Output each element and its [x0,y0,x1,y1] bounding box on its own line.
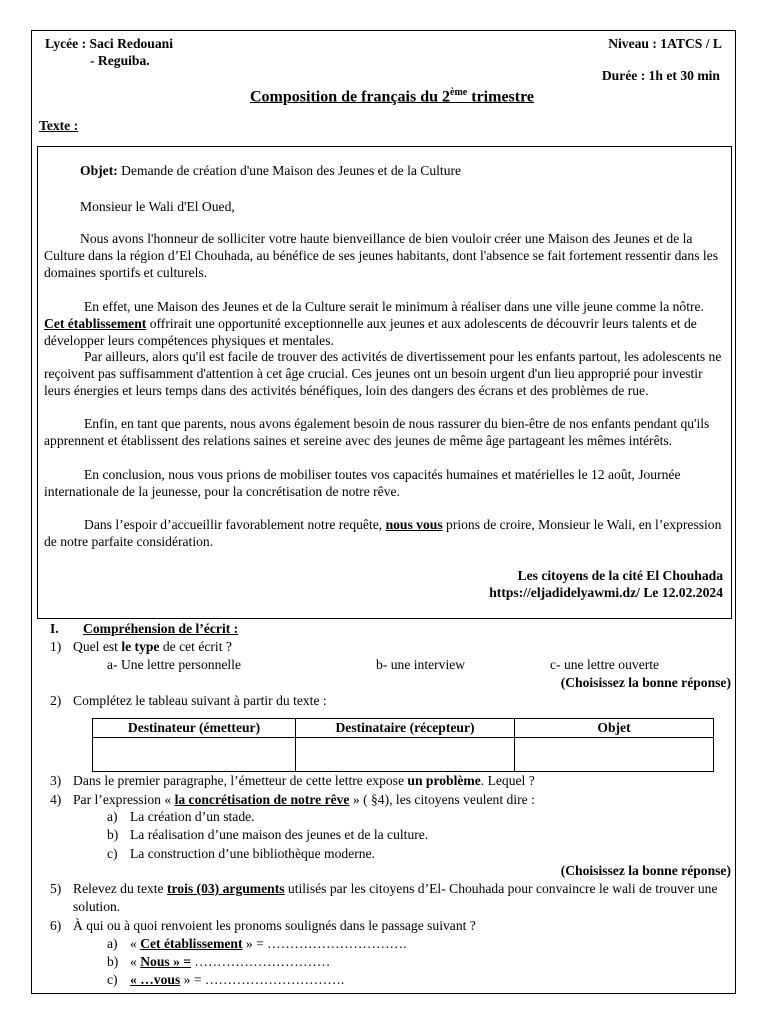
q6-item-c [130,971,344,989]
q1-option-c: c- une lettre ouverte [550,657,660,672]
q4-number: 4) [50,792,62,807]
signature-line-1: Les citoyens de la cité El Chouhada [517,568,723,583]
q4-option-a-label: a) [107,809,118,824]
section-title: Compréhension de l’écrit : [83,621,239,636]
q6-a-underlined: Cet établissement [140,936,243,951]
q2-text: Complétez le tableau suivant à partir du texte : [73,693,327,708]
table-header-receiver: Destinataire (récepteur) [296,719,515,738]
letter-salutation: Monsieur le Wali d'El Oued, [80,199,235,214]
letter-paragraph-2 [44,299,724,349]
q5-text-b: trois (03) arguments [166,881,285,896]
p2-text-b: offrirait une opportunité exceptionnelle aux jeunes et aux adolescents de découvrir leurs talents et de développer leurs compétences physiques et mentales. [44,315,697,348]
q1-note: (Choisissez la bonne réponse) [560,675,731,690]
q6-b-underlined: Nous » = [140,954,192,969]
p6-text-a: Dans l’espoir d’accueillir favorablement notre requête, [84,517,386,532]
q4-option-c: La construction d’une bibliothèque moderne. [130,846,375,861]
school-town: - Reguiba. [90,53,150,68]
title-end: trimestre [467,88,535,106]
q4-text-a: Par l’expression « [73,792,175,807]
school-header [45,35,173,69]
duration-label: Durée : 1h et 30 min [601,68,720,83]
q6-c-post: » = …………………………. [180,972,345,987]
section-number: I. [50,621,59,636]
answer-table [92,718,714,772]
q6-b-pre: « [130,954,141,969]
q6-b-post: ………………………… [191,954,331,969]
q3-text-c: . Lequel ? [480,773,535,788]
q6-a-post: » = …………………………. [242,936,407,951]
q3-number: 3) [50,773,62,788]
level-label: Niveau : 1ATCS / L [608,36,722,51]
letter-paragraph-5: En conclusion, nous vous prions de mobiliser toutes vos capacités humaines et matérielles le 12 août, Journée internationale de la jeunesse, pour la concrétisation de notre rêve. [44,467,681,499]
q4-option-c-label: c) [107,846,118,861]
q1-text-c: de cet écrit ? [159,639,232,654]
q1-option-a: a- Une lettre personnelle [107,657,241,672]
q5-number: 5) [50,881,62,896]
q5-text [73,880,723,916]
letter-signature [489,567,723,601]
q3-text-a: Dans le premier paragraphe, l’émetteur de cette lettre expose [73,773,408,788]
q4-text [73,791,535,809]
q6-item-c-label: c) [107,972,118,987]
q5-text-c: utilisés par les citoyens d’El- Chouhada pour convaincre le wali de trouver une solution. [73,881,718,914]
table-cell-object[interactable] [515,738,714,772]
q1-option-b: b- une interview [376,657,466,672]
q5-text-a: Relevez du texte [73,881,167,896]
table-header-object: Objet [515,719,714,738]
letter-paragraph-1: Nous avons l'honneur de solliciter votre haute bienveillance de bien vouloir créer une Maison des Jeunes et de la Culture dans la région d’El Chouhada, au bénéfice de ses jeunes habitants, dont l'absence se fait fortement ressentir dans les domaines sportifs et culturels. [44,231,718,280]
letter-paragraph-4: Enfin, en tant que parents, nous avons également besoin de nous rassurer du bien-être de nos enfants pendant qu'ils apprennent et établissent des relations saines et sereine avec des jeunes de même âge partageant les mêmes intérêts. [44,416,710,448]
signature-line-2: https://eljadidelyawmi.dz/ Le 12.02.2024 [489,585,723,600]
objet-label: Objet: [80,163,118,178]
q6-text: À qui ou à quoi renvoient les pronoms soulignés dans le passage suivant ? [73,918,476,933]
q3-text [73,772,535,790]
p2-text-a: En effet, une Maison des Jeunes et de la Culture serait le minimum à réaliser dans une ville jeune comme la nôtre. [84,299,704,314]
letter-paragraph-6 [44,517,724,551]
table-cell-receiver[interactable] [296,738,515,772]
p2-underlined: Cet établissement [44,315,147,331]
q2-number: 2) [50,693,62,708]
q6-item-b-label: b) [107,954,119,969]
letter-paragraph-3: Par ailleurs, alors qu'il est facile de trouver des activités de divertissement pour les enfants partout, les adolescents ne reçoivent pas suffisamment d'attention à cet âge crucial. Ces jeunes ont un besoin urgent d'un lieu approprié pour investir leurs énergies et leurs temps dans des activités bénéfiques, loin des dangers des écrans et des problèmes de rue. [44,349,722,398]
p6-text-b: prions de croire, Monsieur le Wali, en l’expression de notre parfaite considération. [44,517,722,549]
q6-item-b [130,953,330,971]
q6-c-underlined: « …vous [130,972,181,987]
q6-item-a [130,935,407,953]
q1-number: 1) [50,639,62,654]
q4-option-b-label: b) [107,827,119,842]
q4-note: (Choisissez la bonne réponse) [560,863,731,878]
letter-box [37,146,732,619]
q4-text-c: » ( §4), les citoyens veulent dire : [349,792,535,807]
q6-number: 6) [50,918,62,933]
q1-text-a: Quel est [73,639,122,654]
school-name: Lycée : Saci Redouani [45,36,174,51]
title-main: Composition de français du 2 [249,88,451,106]
q6-a-pre: « [130,936,141,951]
q6-item-a-label: a) [107,936,118,951]
table-cell-sender[interactable] [93,738,296,772]
page-title [0,87,768,106]
q1-text-b: le type [121,639,160,654]
q4-option-b: La réalisation d’une maison des jeunes et de la culture. [130,827,429,842]
q3-text-b: un problème [407,773,481,788]
objet-text: Demande de création d'une Maison des Jeunes et de la Culture [117,163,462,178]
q1-text [73,638,232,656]
texte-label: Texte : [39,118,79,133]
letter-objet [80,163,760,180]
q4-text-b: la concrétisation de notre rêve [174,792,350,807]
q4-option-a: La création d’un stade. [130,809,255,824]
title-sup: ème [450,87,468,98]
p6-underlined: nous vous [385,517,443,532]
table-header-sender: Destinateur (émetteur) [93,719,296,738]
